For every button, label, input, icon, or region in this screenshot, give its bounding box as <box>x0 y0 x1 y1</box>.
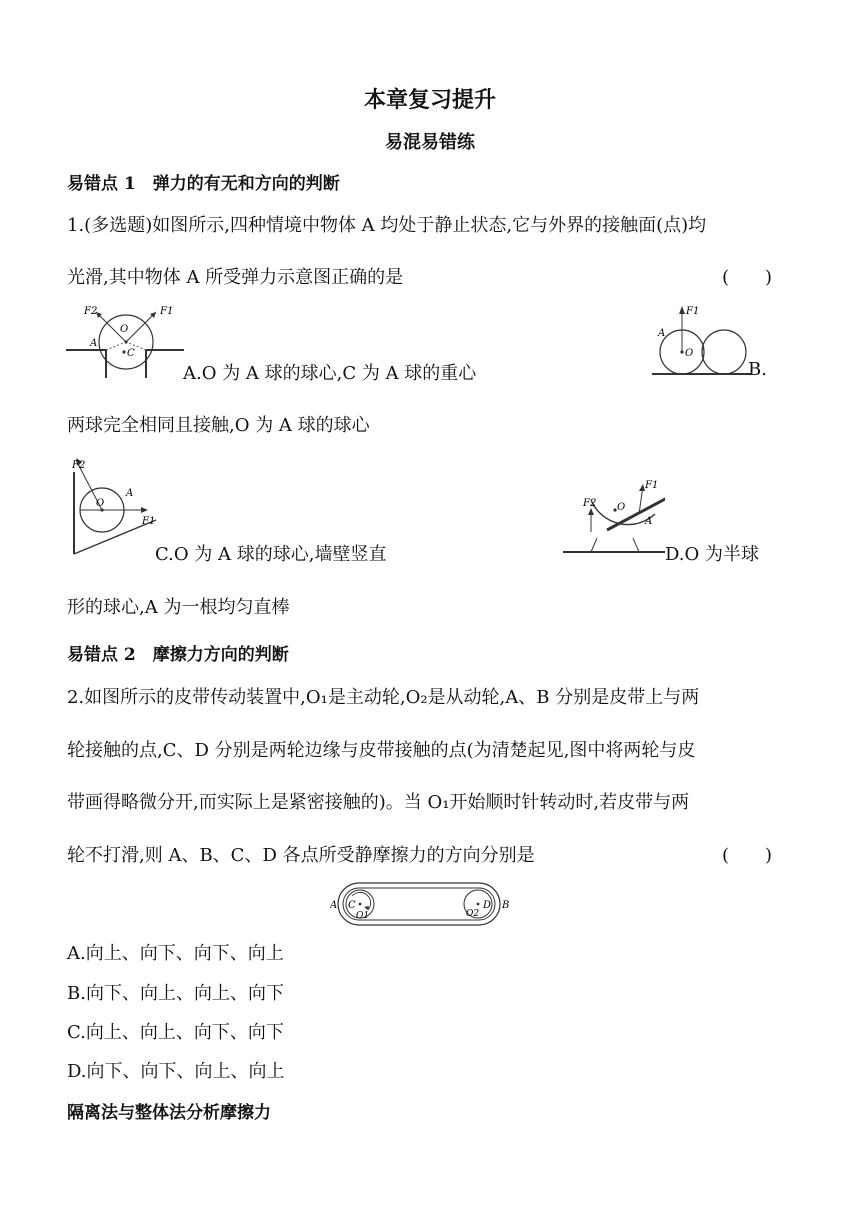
belt-label-c: C <box>348 900 356 911</box>
q2-line3: 带画得略微分开,而实际上是紧密接触的)。当 O₁开始顺时针转动时,若皮带与两 <box>67 792 690 813</box>
belt-label-b: B <box>502 900 510 911</box>
q1-line2: 光滑,其中物体 A 所受弹力示意图正确的是 <box>67 267 404 288</box>
figure-d <box>563 478 665 560</box>
q1-line1: 1.(多选题)如图所示,四种情境中物体 A 均处于静止状态,它与外界的接触面(点)均 <box>67 215 707 236</box>
q2-line1: 2.如图所示的皮带传动装置中,O₁是主动轮,O₂是从动轮,A、B 分别是皮带上与两 <box>67 687 700 708</box>
q2-option-d: D.向下、向下、向上、向上 <box>67 1061 285 1082</box>
q1-answer-paren: ( ) <box>722 267 773 288</box>
q2-option-c: C.向上、向上、向下、向下 <box>67 1022 284 1043</box>
belt-figure <box>330 880 516 930</box>
label-f1-c: F1 <box>142 516 156 527</box>
label-a-b: A <box>658 328 666 339</box>
label-o-d: O <box>617 502 626 513</box>
belt-label-o2: O2 <box>466 909 480 919</box>
figure-b <box>652 300 752 380</box>
q2-line2: 轮接触的点,C、D 分别是两轮边缘与皮带接触的点(为清楚起见,图中将两轮与皮 <box>67 740 696 761</box>
label-f1-b: F1 <box>686 306 700 317</box>
page-subtitle: 易混易错练 <box>385 132 475 153</box>
label-f1-d: F1 <box>645 480 659 491</box>
q2-answer-paren: ( ) <box>722 845 773 866</box>
label-a-d: A <box>645 516 653 527</box>
label-c: C <box>127 348 135 359</box>
option-b-line2: 两球完全相同且接触,O 为 A 球的球心 <box>67 415 370 436</box>
label-f2-c: F2 <box>72 460 86 471</box>
label-o-b: O <box>685 348 694 359</box>
belt-label-o1: O1 <box>356 911 370 921</box>
q2-line4: 轮不打滑,则 A、B、C、D 各点所受静摩擦力的方向分别是 <box>67 845 535 866</box>
belt-label-d: D <box>483 900 492 911</box>
section1-heading: 易错点 1 弹力的有无和方向的判断 <box>67 174 340 194</box>
q2-option-b: B.向下、向上、向上、向下 <box>67 983 284 1004</box>
q2-option-a: A.向上、向下、向下、向上 <box>67 943 284 964</box>
label-a: A <box>90 338 98 349</box>
section2-heading: 易错点 2 摩擦力方向的判断 <box>67 645 289 665</box>
page-title: 本章复习提升 <box>363 87 496 113</box>
label-a-c: A <box>126 488 134 499</box>
belt-label-a: A <box>330 900 338 911</box>
label-f2: F2 <box>84 306 98 317</box>
figure-a <box>66 300 186 380</box>
label-o-c: O <box>96 498 105 509</box>
option-d-line2: 形的球心,A 为一根均匀直棒 <box>67 597 290 618</box>
label-o: O <box>120 324 129 335</box>
label-f1: F1 <box>160 306 174 317</box>
figure-c <box>66 452 166 562</box>
option-d-text: D.O 为半球 <box>665 544 759 565</box>
option-a-text: A.O 为 A 球的球心,C 为 A 球的重心 <box>183 363 477 384</box>
option-b-tail: B. <box>748 359 767 380</box>
section3-heading: 隔离法与整体法分析摩擦力 <box>67 1103 271 1123</box>
option-c-text: C.O 为 A 球的球心,墙壁竖直 <box>155 544 387 565</box>
label-f2-d: F2 <box>583 498 597 509</box>
